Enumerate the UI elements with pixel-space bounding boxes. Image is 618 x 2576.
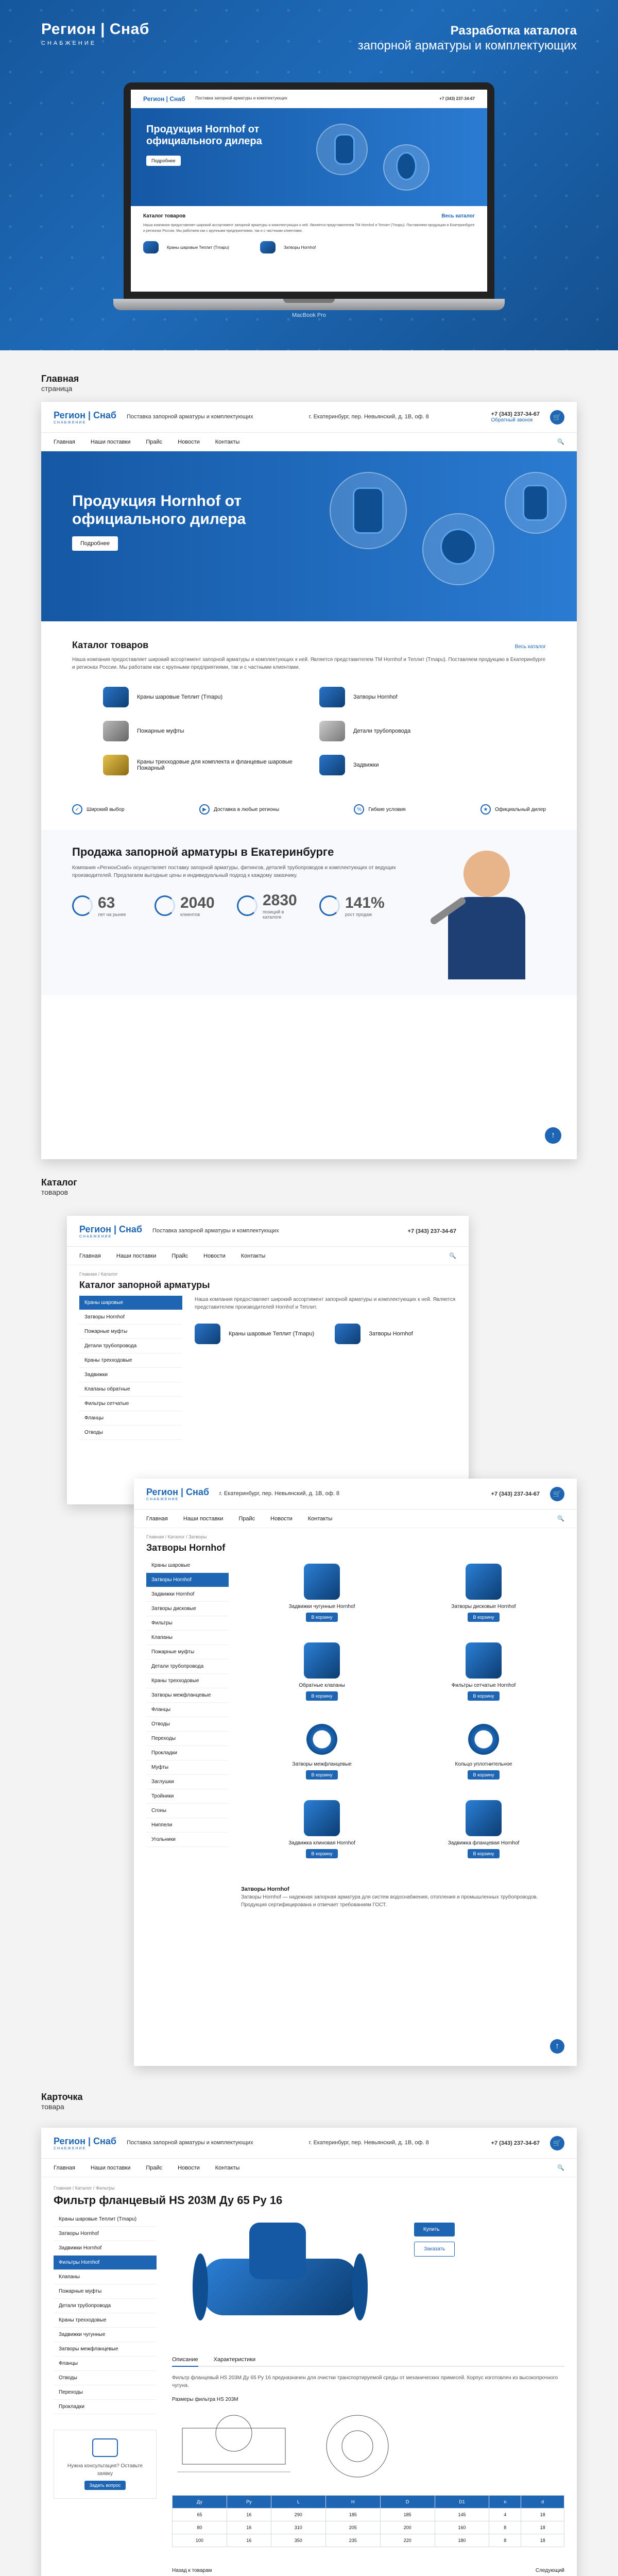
table-cell: D: [380, 2496, 435, 2509]
drawing-side-icon: [311, 2408, 404, 2485]
butterfly-valve-icon: [396, 152, 417, 180]
main-nav: [41, 2159, 577, 2177]
product-card[interactable]: Затворы межфланцевые В корзину: [241, 1721, 403, 1780]
table-cell: 65: [173, 2509, 227, 2521]
header-info: Поставка запорной арматуры и комплектующих: [127, 2140, 253, 2146]
ball-valve-icon: [103, 687, 129, 707]
sidebar-item[interactable]: Затворы межфланцевые: [54, 2342, 157, 2357]
table-cell: 205: [325, 2521, 380, 2534]
hero-logo: [41, 21, 149, 46]
butterfly-valve-icon: [335, 1324, 360, 1344]
product-grid: [241, 1564, 564, 1858]
table-row: [173, 2534, 564, 2547]
buy-button[interactable]: Купить: [414, 2223, 455, 2236]
catalog-sidebar: [79, 1296, 182, 1440]
sidebar-item[interactable]: Муфты: [146, 1760, 229, 1775]
butterfly-valve-icon: [440, 529, 476, 565]
chat-icon: [92, 2438, 118, 2457]
laptop-screen: [124, 82, 494, 299]
stats-row: [72, 892, 407, 920]
sidebar-item[interactable]: Пожарные муфты: [79, 1325, 182, 1339]
home-banner: [41, 451, 577, 621]
stat-item: 2830 позиций в каталоге: [237, 892, 299, 920]
pipe-fitting-icon: [319, 721, 345, 741]
page-title: Затворы Hornhof: [146, 1543, 226, 1553]
category-item[interactable]: Затворы Hornhof: [335, 1324, 413, 1344]
wafer-valve-icon: [304, 1721, 340, 1757]
add-to-cart-button[interactable]: В корзину: [306, 1770, 337, 1780]
sidebar-item[interactable]: Задвижки Hornhof: [54, 2241, 157, 2256]
main-nav: [134, 1510, 577, 1528]
stat-item: 2040 клиентов: [154, 894, 216, 917]
sidebar-item[interactable]: Задвижки: [79, 1368, 182, 1382]
laptop-phone[interactable]: +7 (343) 237-34-67: [439, 96, 475, 101]
sidebar-item[interactable]: Фильтры сетчатые: [79, 1397, 182, 1411]
drawing-title: Размеры фильтра HS 203M: [172, 2397, 238, 2402]
promo-text: Компания «РегионСнаб» осуществляет поставку запорной арматуры, фитингов, деталей трубопроводов и комплектующих от ведущих производителей. Предлагаем выгодные цены и индивидуальный подход к каждому заказчику.: [72, 865, 396, 878]
laptop-logo[interactable]: Регион | Снаб: [143, 95, 185, 103]
sidebar-item[interactable]: Затворы Hornhof: [146, 1573, 229, 1587]
product-sidebar: [54, 2212, 157, 2414]
category-item[interactable]: Краны шаровые Теплит (Tmapu): [103, 687, 299, 707]
coupling-icon: [103, 721, 129, 741]
header-info: Поставка запорной арматуры и комплектующих: [127, 414, 253, 420]
table-cell: 220: [380, 2534, 435, 2547]
laptop-base: [113, 299, 505, 310]
table-cell: Ру: [227, 2496, 271, 2509]
sidebar-item[interactable]: Детали трубопровода: [54, 2299, 157, 2313]
laptop-mockup: [113, 82, 505, 318]
add-to-cart-button[interactable]: В корзину: [306, 1691, 337, 1701]
progress-ring-icon: [319, 895, 340, 916]
catalog-text: Наша компания предоставляет широкий ассортимент запорной арматуры и комплектующих к ней. Является представителем ТМ Hornhof и Теплит (Tmapu). Поставляем продукцию в Екатеринбурге и регионах России. Мы работаем как с крупными предприятиями, так и с частными клиентами.: [72, 657, 546, 670]
category-text-title: Затворы Hornhof: [241, 1886, 289, 1892]
header-address: г. Екатеринбург, пер. Невьянский, д. 1В, оф. 8: [219, 1490, 339, 1497]
laptop-banner-title: Продукция Hornhof от официального дилера: [146, 124, 262, 147]
sidebar-item[interactable]: Фильтры Hornhof: [54, 2256, 157, 2270]
search-icon[interactable]: 🔍: [557, 1516, 564, 1522]
seal-ring-icon: [466, 1721, 502, 1757]
sidebar-item[interactable]: Затворы Hornhof: [54, 2227, 157, 2241]
gate-valve-icon: [304, 1800, 340, 1836]
check-icon: ✓: [72, 804, 82, 815]
percent-icon: %: [354, 804, 364, 815]
sidebar-item[interactable]: Краны шаровые: [79, 1296, 182, 1310]
sidebar-item[interactable]: Фланцы: [146, 1703, 229, 1717]
nav-deliveries[interactable]: Наши поставки: [90, 438, 131, 445]
table-cell: 160: [435, 2521, 489, 2534]
hero-band: [0, 0, 618, 350]
order-button[interactable]: Заказать: [414, 2242, 455, 2257]
help-box: Нужна консультация? Оставьте заявку Задать вопрос: [54, 2430, 157, 2499]
page-title: Каталог запорной арматуры: [79, 1280, 210, 1290]
add-to-cart-button[interactable]: В корзину: [468, 1770, 499, 1780]
catalog-sidebar: [146, 1558, 229, 1909]
product-page-mockup: [41, 2128, 577, 2576]
home-page-mockup: [41, 402, 577, 1159]
sidebar-item[interactable]: Детали трубопровода: [146, 1659, 229, 1674]
cart-icon[interactable]: 🛒: [550, 410, 564, 425]
stat-item: 141% рост продаж: [319, 894, 385, 917]
catalog-title: Каталог товаров: [72, 640, 149, 650]
promo-block: [41, 830, 577, 995]
sidebar-item[interactable]: Пожарные муфты: [146, 1645, 229, 1659]
sidebar-item[interactable]: Переходы: [146, 1732, 229, 1746]
sidebar-item[interactable]: Детали трубопровода: [79, 1339, 182, 1353]
add-to-cart-button[interactable]: В корзину: [306, 1849, 337, 1858]
promo-title: Продажа запорной арматуры в Екатеринбурге: [72, 845, 334, 858]
product-description: Фильтр фланцевый HS 203M Ду 65 Ру 16 предназначен для очистки транспортируемой среды от механических примесей. Корпус изготовлен из высокопрочного чугуна.: [172, 2375, 558, 2388]
laptop-display: [131, 90, 487, 292]
valve-icon: [353, 487, 384, 534]
header-address: г. Екатеринбург, пер. Невьянский, д. 1В, оф. 8: [308, 2140, 429, 2146]
nav-contacts[interactable]: Контакты: [307, 1515, 333, 1522]
table-cell: 235: [325, 2534, 380, 2547]
main-nav: [41, 433, 577, 451]
sidebar-item[interactable]: Угольники: [146, 1833, 229, 1847]
butterfly-valve-icon: [319, 687, 345, 707]
add-to-cart-button[interactable]: В корзину: [468, 1849, 499, 1858]
ask-question-button[interactable]: Задать вопрос: [84, 2481, 126, 2490]
butterfly-valve-icon: [466, 1564, 502, 1600]
laptop-catalog-link[interactable]: Весь каталог: [441, 213, 475, 219]
section-label-home: Главная страница: [41, 374, 79, 393]
catalog-category-mockup: [134, 1479, 577, 2066]
feature-item: ★ Официальный дилер: [480, 804, 546, 815]
sidebar-item[interactable]: Ниппели: [146, 1818, 229, 1833]
laptop-catalog: [131, 206, 487, 261]
laptop-banner: [131, 108, 487, 206]
laptop-cat-item[interactable]: Краны шаровые Теплит (Tmapu): [143, 241, 229, 253]
section-label-catalog: Каталог товаров: [41, 1177, 77, 1196]
breadcrumb[interactable]: Главная / Каталог / Затворы: [146, 1534, 207, 1539]
gate-valve-icon: [466, 1800, 502, 1836]
nav-home[interactable]: Главная: [54, 2164, 75, 2171]
ball-valve-icon: [195, 1324, 220, 1344]
search-icon[interactable]: 🔍: [557, 439, 564, 445]
table-cell: 16: [227, 2509, 271, 2521]
sidebar-item[interactable]: Фланцы: [79, 1411, 182, 1426]
logo[interactable]: Регион | Снаб СНАБЖЕНИЕ: [54, 410, 117, 425]
banner-button[interactable]: Подробнее: [72, 536, 118, 551]
sidebar-item[interactable]: Отводы: [54, 2371, 157, 2385]
table-cell: 18: [521, 2509, 564, 2521]
nav-news[interactable]: Новости: [178, 2164, 200, 2171]
filter-icon: [466, 1642, 502, 1679]
table-cell: 185: [325, 2509, 380, 2521]
nav-home[interactable]: Главная: [54, 438, 75, 445]
header-phone[interactable]: +7 (343) 237-34-67: [491, 1490, 540, 1497]
sidebar-item[interactable]: Затворы межфланцевые: [146, 1688, 229, 1703]
table-cell: Ду: [173, 2496, 227, 2509]
table-cell: n: [489, 2496, 521, 2509]
header: [41, 2128, 577, 2159]
table-cell: 18: [521, 2534, 564, 2547]
header-phone[interactable]: +7 (343) 237-34-67: [491, 2140, 540, 2146]
nav-news[interactable]: Новости: [270, 1515, 293, 1522]
nav-home[interactable]: Главная: [79, 1252, 101, 1259]
nav-contacts[interactable]: Контакты: [215, 2164, 240, 2171]
back-link[interactable]: Назад к товарам: [172, 2568, 212, 2573]
table-cell: H: [325, 2496, 380, 2509]
header: [134, 1479, 577, 1510]
header-address: г. Екатеринбург, пер. Невьянский, д. 1В, оф. 8: [308, 414, 429, 420]
table-cell: 16: [227, 2521, 271, 2534]
sidebar-item[interactable]: Прокладки: [146, 1746, 229, 1760]
sidebar-item[interactable]: Переходы: [54, 2385, 157, 2400]
table-row: [173, 2496, 564, 2509]
sidebar-item[interactable]: Задвижки Hornhof: [146, 1587, 229, 1602]
tab-description[interactable]: Описание: [172, 2353, 198, 2367]
gate-valve-icon: [304, 1564, 340, 1600]
table-cell: 16: [227, 2534, 271, 2547]
category-item[interactable]: Пожарные муфты: [103, 721, 299, 741]
nav-price[interactable]: Прайс: [171, 1252, 188, 1259]
worker-illustration: [427, 845, 546, 979]
table-cell: L: [271, 2496, 325, 2509]
logo[interactable]: Регион | Снаб СНАБЖЕНИЕ: [146, 1486, 210, 1501]
product-card[interactable]: Фильтры сетчатые Hornhof В корзину: [403, 1642, 564, 1701]
nav-deliveries[interactable]: Наши поставки: [183, 1515, 224, 1522]
nav-deliveries[interactable]: Наши поставки: [90, 2164, 131, 2171]
tab-specs[interactable]: Характеристики: [213, 2357, 256, 2363]
header: [41, 402, 577, 433]
table-cell: 290: [271, 2509, 325, 2521]
gate-valve-icon: [523, 485, 548, 521]
feature-item: % Гибкие условия: [354, 804, 405, 815]
product-card[interactable]: Затворы дисковые Hornhof В корзину: [403, 1564, 564, 1622]
three-way-valve-icon: [103, 755, 129, 775]
table-row: [173, 2521, 564, 2534]
laptop-info: Поставка запорной арматуры и комплектующих: [195, 96, 287, 101]
add-to-cart-button[interactable]: В корзину: [468, 1613, 499, 1622]
nav-price[interactable]: Прайс: [238, 1515, 255, 1522]
hero-subtitle: запорной арматуры и комплектующих: [357, 38, 577, 53]
table-cell: 180: [435, 2534, 489, 2547]
nav-price[interactable]: Прайс: [146, 2164, 163, 2171]
nav-price[interactable]: Прайс: [146, 438, 163, 445]
sidebar-item[interactable]: Тройники: [146, 1789, 229, 1804]
catalog-text: Наша компания предоставляет широкий ассортимент запорной арматуры и комплектующих к ней. Является представителем производителей Hornhof и Теплит.: [195, 1297, 456, 1310]
sidebar-item[interactable]: Отводы: [146, 1717, 229, 1732]
gate-valve-icon: [319, 755, 345, 775]
table-cell: 350: [271, 2534, 325, 2547]
sidebar-item[interactable]: Сгоны: [146, 1804, 229, 1818]
laptop-cat-item[interactable]: Затворы Hornhof: [260, 241, 316, 253]
sidebar-item[interactable]: Краны шаровые: [146, 1558, 229, 1573]
table-cell: 200: [380, 2521, 435, 2534]
ball-valve-icon: [143, 241, 159, 253]
laptop-catalog-title: Каталог товаров: [143, 213, 186, 219]
table-cell: 18: [521, 2521, 564, 2534]
logo-text: Регион | Снаб: [41, 21, 149, 38]
category-item[interactable]: Краны трехходовые для комплекта и фланцевые шаровые Пожарный: [103, 755, 299, 775]
features-block: [41, 794, 577, 830]
breadcrumb[interactable]: Главная / Каталог: [79, 1272, 118, 1277]
sidebar-item[interactable]: Краны трехходовые: [54, 2313, 157, 2328]
sidebar-item[interactable]: Заглушки: [146, 1775, 229, 1789]
check-valve-icon: [304, 1642, 340, 1679]
category-item[interactable]: Задвижки: [319, 755, 515, 775]
laptop-catalog-text: Наша компания предоставляет широкий ассортимент запорной арматуры и комплектующих к ней. Является представителем ТМ Hornhof и Теплит (Tmapu). Поставляем продукцию в Екатеринбурге и регионах России. Мы работаем как с крупными предприятиями, так и с частными клиентами.: [143, 224, 475, 233]
search-icon[interactable]: 🔍: [449, 1253, 456, 1259]
section-label-product: Карточка товара: [41, 2092, 83, 2111]
header-phone[interactable]: +7 (343) 237-34-67: [491, 411, 540, 417]
truck-icon: ▶: [199, 804, 210, 815]
table-cell: 310: [271, 2521, 325, 2534]
sidebar-item[interactable]: Клапаны обратные: [79, 1382, 182, 1397]
table-cell: 8: [489, 2534, 521, 2547]
product-card[interactable]: Задвижки чугунные Hornhof В корзину: [241, 1564, 403, 1622]
progress-ring-icon: [237, 895, 258, 916]
sidebar-item[interactable]: Фильтры: [146, 1616, 229, 1631]
laptop-label: MacBook Pro: [291, 312, 327, 318]
category-item[interactable]: Затворы Hornhof: [319, 687, 515, 707]
product-image: [172, 2212, 399, 2346]
technical-drawing: [172, 2408, 564, 2485]
progress-ring-icon: [72, 895, 93, 916]
sidebar-item[interactable]: Краны трехходовые: [79, 1353, 182, 1368]
category-text: Затворы Hornhof — надежная запорная арматура для систем водоснабжения, отопления и промышленных трубопроводов. Продукция сертифицирована и отвечает требованиям ГОСТ.: [241, 1894, 538, 1908]
category-item[interactable]: Детали трубопровода: [319, 721, 515, 741]
valve-icon: [334, 134, 355, 165]
sidebar-item[interactable]: Краны трехходовые: [146, 1674, 229, 1688]
sidebar-item[interactable]: Отводы: [79, 1426, 182, 1440]
product-tabs: [172, 2353, 564, 2367]
catalog-block: [41, 621, 577, 794]
next-link[interactable]: Следующий: [535, 2568, 564, 2573]
nav-contacts[interactable]: Контакты: [215, 438, 240, 445]
logo[interactable]: Регион | Снаб СНАБЖЕНИЕ: [79, 1224, 143, 1239]
product-card[interactable]: Задвижка фланцевая Hornhof В корзину: [403, 1800, 564, 1858]
catalog-link[interactable]: Весь каталог: [514, 644, 546, 650]
cart-icon[interactable]: 🛒: [550, 2136, 564, 2150]
table-cell: 80: [173, 2521, 227, 2534]
add-to-cart-button[interactable]: В корзину: [306, 1613, 337, 1622]
table-cell: 100: [173, 2534, 227, 2547]
product-card[interactable]: Кольцо уплотнительное В корзину: [403, 1721, 564, 1780]
table-cell: 145: [435, 2509, 489, 2521]
progress-ring-icon: [154, 895, 175, 916]
table-cell: d: [521, 2496, 564, 2509]
sidebar-item[interactable]: Фланцы: [54, 2357, 157, 2371]
hero-title: [358, 24, 577, 54]
table-row: [173, 2509, 564, 2521]
sidebar-item[interactable]: Пожарные муфты: [54, 2284, 157, 2299]
search-icon[interactable]: 🔍: [557, 2165, 564, 2171]
nav-deliveries[interactable]: Наши поставки: [116, 1252, 157, 1259]
nav-home[interactable]: Главная: [146, 1515, 168, 1522]
category-item[interactable]: Краны шаровые Теплит (Tmapu): [195, 1324, 314, 1344]
feature-item: ▶ Доставка в любые регионы: [199, 804, 279, 815]
hero-title-main: Разработка каталога: [450, 24, 577, 38]
feature-item: ✓ Широкий выбор: [72, 804, 125, 815]
breadcrumb[interactable]: Главная / Каталог / Фильтры: [54, 2185, 115, 2191]
nav-news[interactable]: Новости: [203, 1252, 226, 1259]
header-info: Поставка запорной арматуры и комплектующих: [152, 1228, 279, 1234]
butterfly-valve-icon: [260, 241, 276, 253]
table-cell: D1: [435, 2496, 489, 2509]
laptop-banner-button[interactable]: Подробнее: [146, 156, 181, 166]
logo-sub: СНАБЖЕНИЕ: [41, 40, 97, 46]
stat-item: 63 лет на рынке: [72, 894, 134, 917]
star-icon: ★: [480, 804, 491, 815]
laptop-topbar: [131, 90, 487, 108]
cart-icon[interactable]: 🛒: [550, 1487, 564, 1501]
logo[interactable]: Регион | Снаб СНАБЖЕНИЕ: [54, 2136, 117, 2150]
header-phone[interactable]: +7 (343) 237-34-67: [407, 1228, 456, 1234]
category-grid: [72, 687, 546, 775]
table-cell: 4: [489, 2509, 521, 2521]
product-card[interactable]: Обратные клапаны В корзину: [241, 1642, 403, 1701]
add-to-cart-button[interactable]: В корзину: [468, 1691, 499, 1701]
nav-news[interactable]: Новости: [178, 438, 200, 445]
product-card[interactable]: Задвижка клиновая Hornhof В корзину: [241, 1800, 403, 1858]
sidebar-item[interactable]: Задвижки чугунные: [54, 2328, 157, 2342]
sidebar-item[interactable]: Клапаны: [146, 1631, 229, 1645]
main-nav: [67, 1247, 469, 1265]
table-cell: 185: [380, 2509, 435, 2521]
sidebar-item[interactable]: Клапаны: [54, 2270, 157, 2284]
sidebar-item[interactable]: Затворы Hornhof: [79, 1310, 182, 1325]
sidebar-item[interactable]: Затворы дисковые: [146, 1602, 229, 1616]
callback-link[interactable]: Обратный звонок: [491, 417, 533, 423]
spec-table: [172, 2495, 564, 2547]
nav-contacts[interactable]: Контакты: [241, 1252, 266, 1259]
table-cell: 8: [489, 2521, 521, 2534]
scroll-up-icon[interactable]: ↑: [550, 2039, 564, 2054]
sidebar-item[interactable]: Прокладки: [54, 2400, 157, 2414]
drawing-front-icon: [172, 2408, 296, 2485]
header: [67, 1216, 469, 1247]
catalog-page-mockup: [67, 1216, 469, 1504]
sidebar-item[interactable]: Краны шаровые Теплит (Tmapu): [54, 2212, 157, 2227]
banner-title: Продукция Hornhof от официального дилера: [72, 493, 246, 528]
page-title: Фильтр фланцевый HS 203M Ду 65 Ру 16: [54, 2194, 283, 2207]
scroll-up-icon[interactable]: ↑: [545, 1127, 561, 1144]
